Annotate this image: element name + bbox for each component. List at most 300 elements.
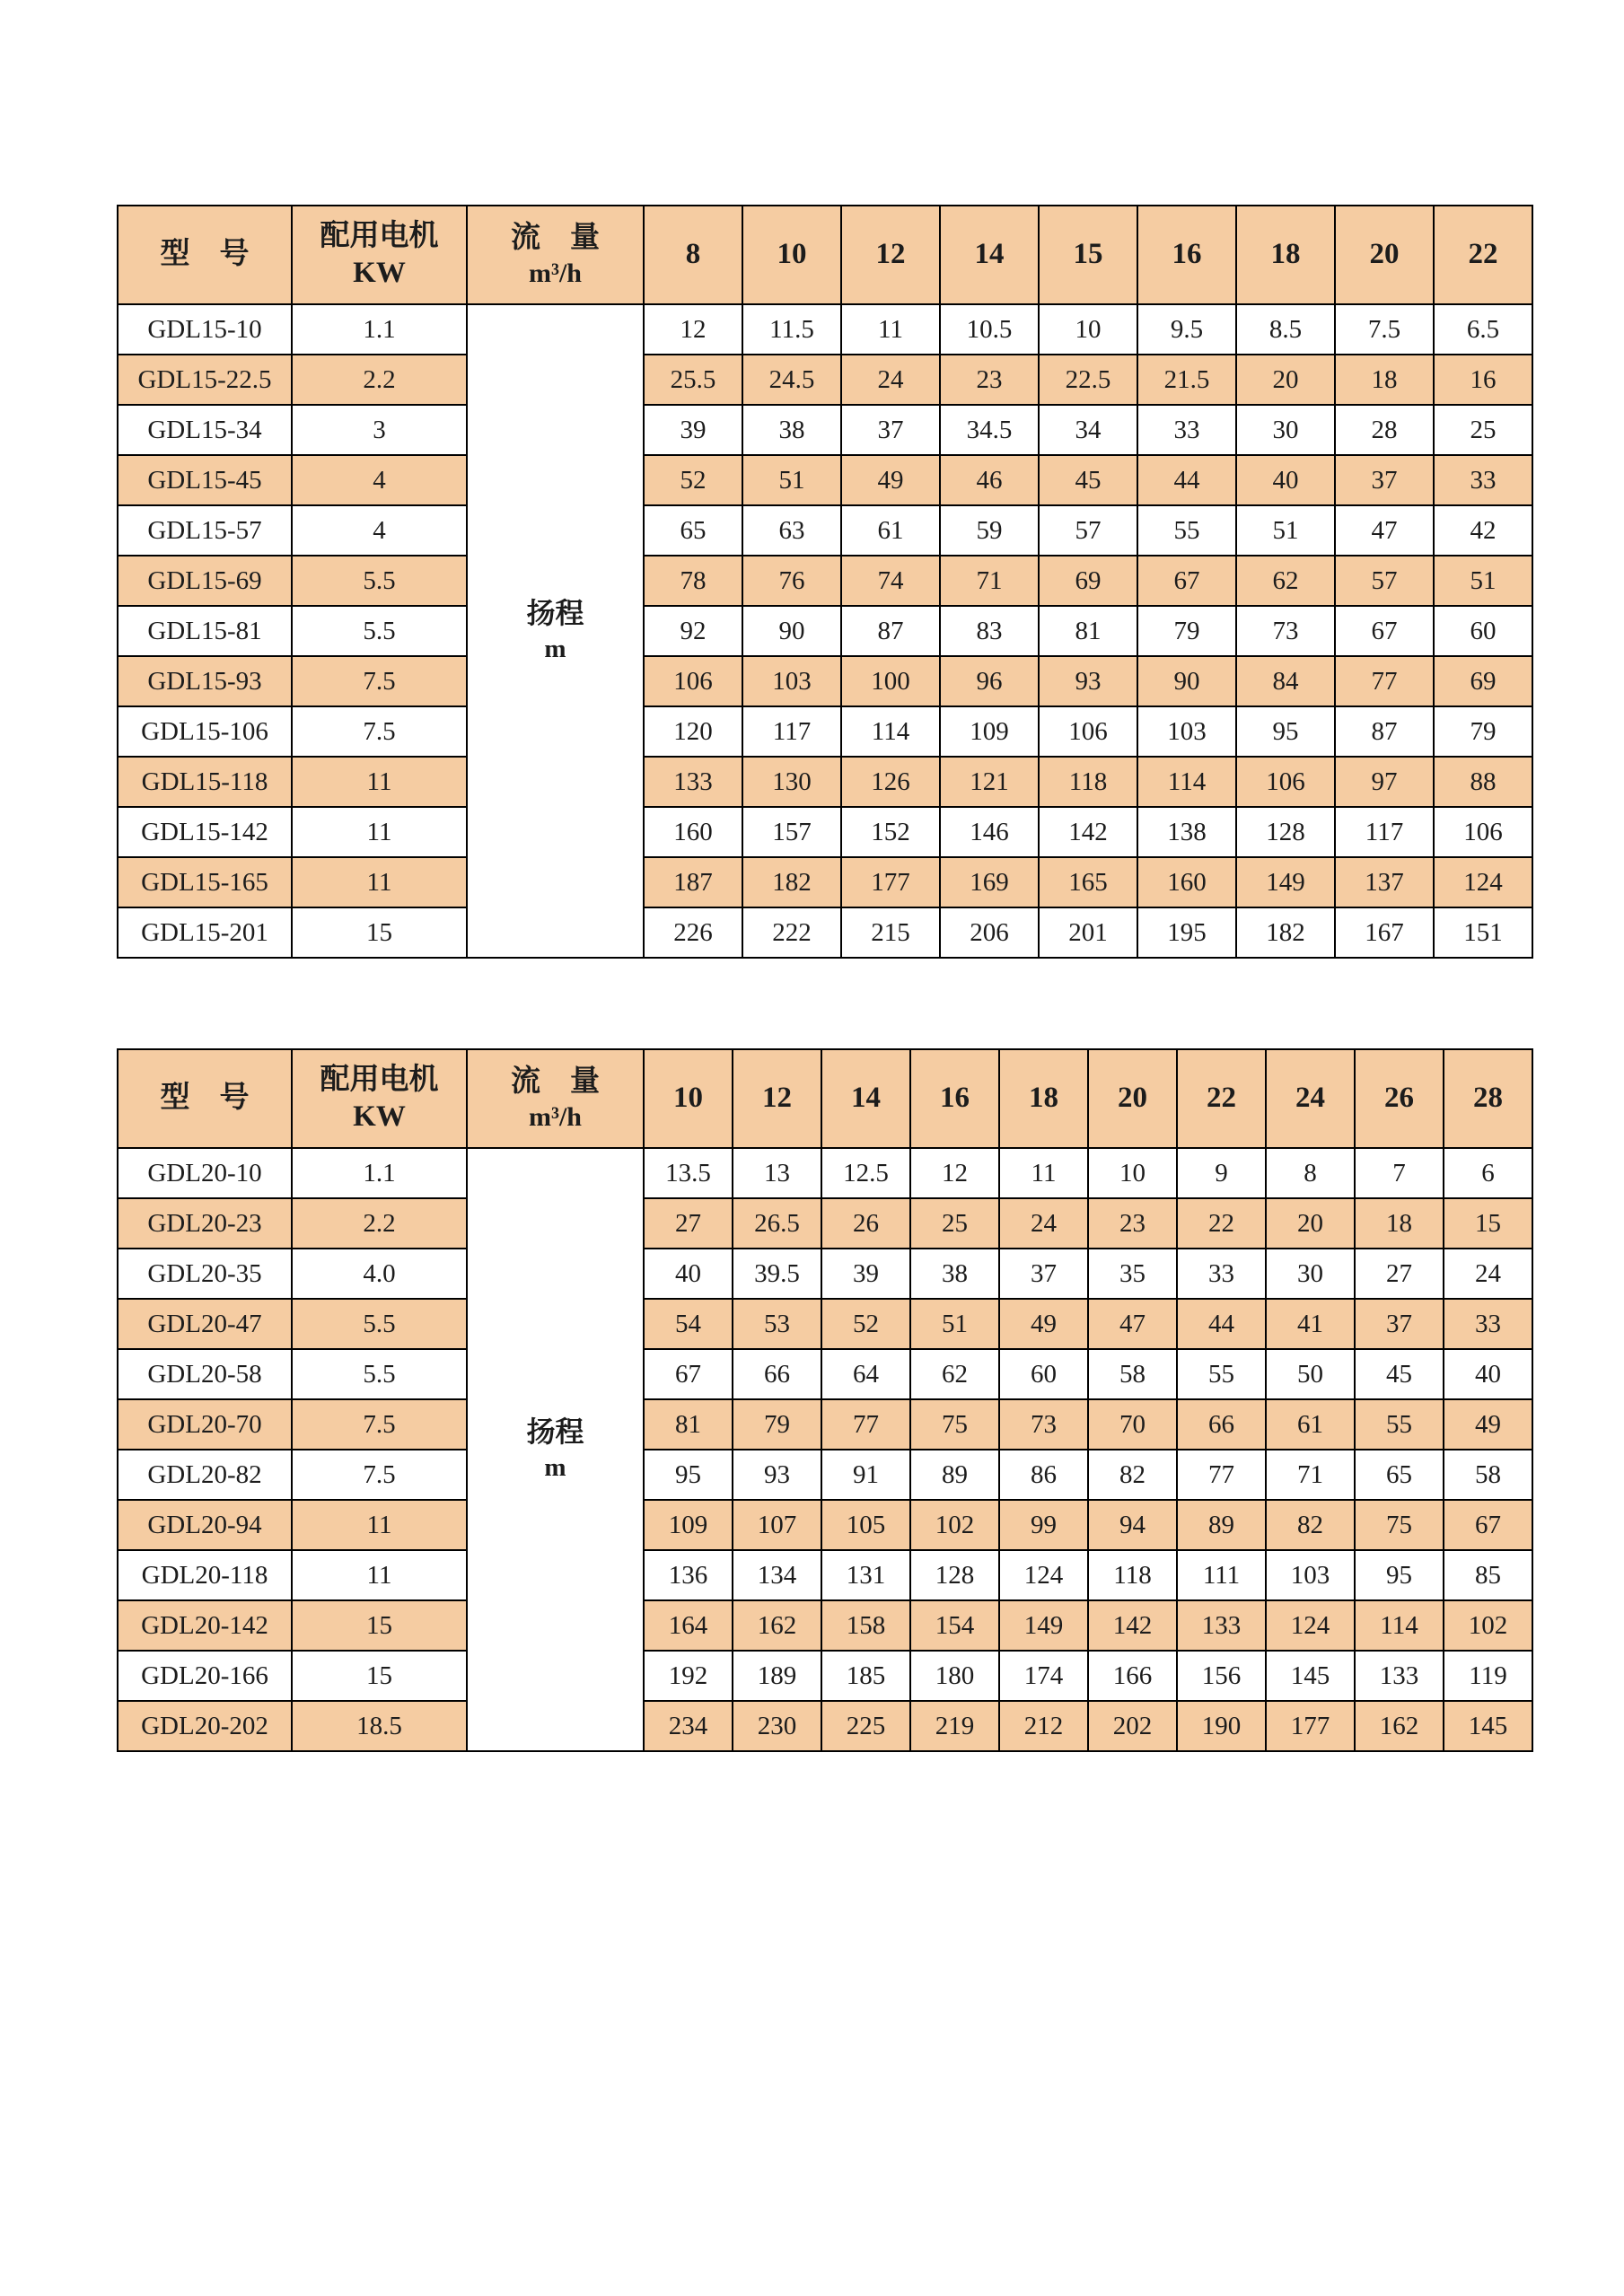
head-value-cell: 100 bbox=[841, 656, 940, 706]
head-value-cell: 60 bbox=[999, 1349, 1088, 1399]
head-value-cell: 225 bbox=[821, 1701, 910, 1751]
head-value-cell: 47 bbox=[1335, 505, 1434, 556]
head-value-cell: 25.5 bbox=[644, 355, 742, 405]
head-value-cell: 106 bbox=[1039, 706, 1137, 757]
head-value-cell: 51 bbox=[1236, 505, 1335, 556]
head-value-cell: 79 bbox=[733, 1399, 821, 1450]
head-value-cell: 107 bbox=[733, 1500, 821, 1550]
head-value-cell: 35 bbox=[1088, 1249, 1177, 1299]
head-unit: m bbox=[544, 634, 566, 663]
head-value-cell: 53 bbox=[733, 1299, 821, 1349]
motor-kw-cell: 7.5 bbox=[292, 1450, 467, 1500]
head-value-cell: 70 bbox=[1088, 1399, 1177, 1450]
flow-header-line1: 流 量 bbox=[511, 1065, 600, 1098]
table-row bbox=[118, 405, 1532, 455]
table-row bbox=[118, 807, 1532, 857]
head-value-cell: 109 bbox=[940, 706, 1039, 757]
head-value-cell: 24.5 bbox=[742, 355, 841, 405]
table-row bbox=[118, 455, 1532, 505]
motor-kw-cell: 7.5 bbox=[292, 706, 467, 757]
head-value-cell: 75 bbox=[1355, 1500, 1444, 1550]
head-value-cell: 20 bbox=[1266, 1198, 1355, 1249]
col-header-flow-value: 22 bbox=[1177, 1049, 1266, 1148]
table-row bbox=[118, 656, 1532, 706]
motor-kw-cell: 7.5 bbox=[292, 656, 467, 706]
head-value-cell: 120 bbox=[644, 706, 742, 757]
head-value-cell: 25 bbox=[1434, 405, 1532, 455]
head-value-cell: 124 bbox=[1434, 857, 1532, 907]
head-value-cell: 11 bbox=[841, 304, 940, 355]
col-header-flow-value: 14 bbox=[940, 206, 1039, 304]
head-value-cell: 61 bbox=[841, 505, 940, 556]
head-value-cell: 42 bbox=[1434, 505, 1532, 556]
table-row bbox=[118, 1148, 1532, 1198]
head-value-cell: 52 bbox=[644, 455, 742, 505]
motor-kw-cell: 5.5 bbox=[292, 606, 467, 656]
head-value-cell: 145 bbox=[1444, 1701, 1532, 1751]
head-value-cell: 41 bbox=[1266, 1299, 1355, 1349]
head-value-cell: 45 bbox=[1355, 1349, 1444, 1399]
head-value-cell: 69 bbox=[1434, 656, 1532, 706]
head-value-cell: 82 bbox=[1088, 1450, 1177, 1500]
motor-kw-cell: 4 bbox=[292, 455, 467, 505]
head-value-cell: 99 bbox=[999, 1500, 1088, 1550]
head-value-cell: 185 bbox=[821, 1651, 910, 1701]
head-value-cell: 97 bbox=[1335, 757, 1434, 807]
head-value-cell: 6.5 bbox=[1434, 304, 1532, 355]
head-value-cell: 201 bbox=[1039, 907, 1137, 958]
head-value-cell: 157 bbox=[742, 807, 841, 857]
col-header-flow-value: 18 bbox=[999, 1049, 1088, 1148]
head-value-cell: 90 bbox=[742, 606, 841, 656]
col-header-flow-value: 12 bbox=[733, 1049, 821, 1148]
head-value-cell: 137 bbox=[1335, 857, 1434, 907]
head-value-cell: 23 bbox=[940, 355, 1039, 405]
head-value-cell: 74 bbox=[841, 556, 940, 606]
head-value-cell: 20 bbox=[1236, 355, 1335, 405]
model-cell: GDL20-118 bbox=[118, 1550, 292, 1600]
head-value-cell: 62 bbox=[910, 1349, 999, 1399]
head-value-cell: 128 bbox=[910, 1550, 999, 1600]
motor-kw-cell: 5.5 bbox=[292, 1299, 467, 1349]
head-value-cell: 23 bbox=[1088, 1198, 1177, 1249]
model-cell: GDL15-34 bbox=[118, 405, 292, 455]
model-cell: GDL20-202 bbox=[118, 1701, 292, 1751]
head-value-cell: 177 bbox=[1266, 1701, 1355, 1751]
head-value-cell: 109 bbox=[644, 1500, 733, 1550]
head-value-cell: 12 bbox=[910, 1148, 999, 1198]
head-value-cell: 39.5 bbox=[733, 1249, 821, 1299]
table-row bbox=[118, 505, 1532, 556]
head-value-cell: 27 bbox=[1355, 1249, 1444, 1299]
motor-kw-cell: 1.1 bbox=[292, 304, 467, 355]
head-value-cell: 67 bbox=[1335, 606, 1434, 656]
head-value-cell: 166 bbox=[1088, 1651, 1177, 1701]
head-value-cell: 52 bbox=[821, 1299, 910, 1349]
head-value-cell: 190 bbox=[1177, 1701, 1266, 1751]
head-value-cell: 44 bbox=[1177, 1299, 1266, 1349]
col-header-flow-value: 20 bbox=[1335, 206, 1434, 304]
head-value-cell: 230 bbox=[733, 1701, 821, 1751]
head-value-cell: 59 bbox=[940, 505, 1039, 556]
head-value-cell: 24 bbox=[841, 355, 940, 405]
motor-kw-cell: 15 bbox=[292, 1600, 467, 1651]
head-value-cell: 34 bbox=[1039, 405, 1137, 455]
head-value-cell: 47 bbox=[1088, 1299, 1177, 1349]
motor-kw-cell: 3 bbox=[292, 405, 467, 455]
head-value-cell: 75 bbox=[910, 1399, 999, 1450]
pump-spec-table-gdl15 bbox=[117, 205, 1533, 959]
pump-spec-table-gdl20 bbox=[117, 1048, 1533, 1752]
head-value-cell: 38 bbox=[742, 405, 841, 455]
head-value-cell: 149 bbox=[999, 1600, 1088, 1651]
col-header-motor bbox=[292, 206, 467, 304]
head-value-cell: 22.5 bbox=[1039, 355, 1137, 405]
head-value-cell: 142 bbox=[1039, 807, 1137, 857]
head-value-cell: 146 bbox=[940, 807, 1039, 857]
head-value-cell: 58 bbox=[1444, 1450, 1532, 1500]
model-cell: GDL15-10 bbox=[118, 304, 292, 355]
motor-kw-cell: 5.5 bbox=[292, 1349, 467, 1399]
head-value-cell: 65 bbox=[1355, 1450, 1444, 1500]
model-cell: GDL15-45 bbox=[118, 455, 292, 505]
model-cell: GDL20-166 bbox=[118, 1651, 292, 1701]
head-merged-cell bbox=[467, 1148, 644, 1751]
col-header-flow-value: 28 bbox=[1444, 1049, 1532, 1148]
head-value-cell: 160 bbox=[644, 807, 742, 857]
head-value-cell: 76 bbox=[742, 556, 841, 606]
head-value-cell: 134 bbox=[733, 1550, 821, 1600]
table-row bbox=[118, 1550, 1532, 1600]
model-cell: GDL15-165 bbox=[118, 857, 292, 907]
model-cell: GDL15-201 bbox=[118, 907, 292, 958]
table-row bbox=[118, 857, 1532, 907]
head-value-cell: 12 bbox=[644, 304, 742, 355]
head-value-cell: 114 bbox=[1355, 1600, 1444, 1651]
head-value-cell: 24 bbox=[1444, 1249, 1532, 1299]
head-value-cell: 142 bbox=[1088, 1600, 1177, 1651]
head-value-cell: 33 bbox=[1434, 455, 1532, 505]
head-value-cell: 30 bbox=[1236, 405, 1335, 455]
head-value-cell: 121 bbox=[940, 757, 1039, 807]
motor-kw-cell: 15 bbox=[292, 1651, 467, 1701]
head-value-cell: 54 bbox=[644, 1299, 733, 1349]
head-value-cell: 11.5 bbox=[742, 304, 841, 355]
head-value-cell: 117 bbox=[1335, 807, 1434, 857]
head-value-cell: 103 bbox=[1137, 706, 1236, 757]
head-value-cell: 167 bbox=[1335, 907, 1434, 958]
head-value-cell: 33 bbox=[1177, 1249, 1266, 1299]
head-value-cell: 57 bbox=[1039, 505, 1137, 556]
col-header-model: 型 号 bbox=[118, 1049, 292, 1148]
table-row bbox=[118, 757, 1532, 807]
head-value-cell: 55 bbox=[1355, 1399, 1444, 1450]
model-cell: GDL15-81 bbox=[118, 606, 292, 656]
head-value-cell: 202 bbox=[1088, 1701, 1177, 1751]
model-cell: GDL15-142 bbox=[118, 807, 292, 857]
head-value-cell: 63 bbox=[742, 505, 841, 556]
model-cell: GDL15-118 bbox=[118, 757, 292, 807]
head-value-cell: 8 bbox=[1266, 1148, 1355, 1198]
motor-kw-cell: 4.0 bbox=[292, 1249, 467, 1299]
col-header-flow-value: 16 bbox=[910, 1049, 999, 1148]
head-value-cell: 160 bbox=[1137, 857, 1236, 907]
model-cell: GDL15-93 bbox=[118, 656, 292, 706]
head-value-cell: 37 bbox=[1355, 1299, 1444, 1349]
motor-kw-cell: 2.2 bbox=[292, 1198, 467, 1249]
head-value-cell: 114 bbox=[841, 706, 940, 757]
head-value-cell: 73 bbox=[1236, 606, 1335, 656]
head-value-cell: 234 bbox=[644, 1701, 733, 1751]
head-value-cell: 51 bbox=[910, 1299, 999, 1349]
model-cell: GDL20-94 bbox=[118, 1500, 292, 1550]
head-value-cell: 182 bbox=[742, 857, 841, 907]
head-value-cell: 95 bbox=[1355, 1550, 1444, 1600]
col-header-flow-value: 26 bbox=[1355, 1049, 1444, 1148]
head-value-cell: 195 bbox=[1137, 907, 1236, 958]
motor-header-line1: 配用电机 bbox=[320, 1063, 439, 1096]
col-header-flow-value: 12 bbox=[841, 206, 940, 304]
head-value-cell: 51 bbox=[742, 455, 841, 505]
head-value-cell: 151 bbox=[1434, 907, 1532, 958]
head-value-cell: 33 bbox=[1444, 1299, 1532, 1349]
head-value-cell: 9 bbox=[1177, 1148, 1266, 1198]
head-value-cell: 55 bbox=[1137, 505, 1236, 556]
head-value-cell: 89 bbox=[1177, 1500, 1266, 1550]
table-body bbox=[118, 1148, 1532, 1751]
motor-kw-cell: 11 bbox=[292, 1500, 467, 1550]
head-value-cell: 106 bbox=[1434, 807, 1532, 857]
head-value-cell: 169 bbox=[940, 857, 1039, 907]
motor-kw-cell: 2.2 bbox=[292, 355, 467, 405]
col-header-flow-value: 22 bbox=[1434, 206, 1532, 304]
table-body bbox=[118, 304, 1532, 958]
model-cell: GDL20-35 bbox=[118, 1249, 292, 1299]
motor-kw-cell: 1.1 bbox=[292, 1148, 467, 1198]
table-row bbox=[118, 1399, 1532, 1450]
head-value-cell: 92 bbox=[644, 606, 742, 656]
head-value-cell: 133 bbox=[1355, 1651, 1444, 1701]
head-value-cell: 37 bbox=[841, 405, 940, 455]
head-value-cell: 91 bbox=[821, 1450, 910, 1500]
table-row bbox=[118, 606, 1532, 656]
flow-header-unit: m³/h bbox=[528, 1101, 582, 1132]
model-cell: GDL15-57 bbox=[118, 505, 292, 556]
model-cell: GDL20-70 bbox=[118, 1399, 292, 1450]
head-value-cell: 158 bbox=[821, 1600, 910, 1651]
head-value-cell: 182 bbox=[1236, 907, 1335, 958]
head-value-cell: 81 bbox=[1039, 606, 1137, 656]
table-row bbox=[118, 1701, 1532, 1751]
head-label: 扬程 bbox=[526, 597, 584, 630]
head-value-cell: 6 bbox=[1444, 1148, 1532, 1198]
head-value-cell: 84 bbox=[1236, 656, 1335, 706]
head-value-cell: 39 bbox=[644, 405, 742, 455]
head-value-cell: 128 bbox=[1236, 807, 1335, 857]
model-cell: GDL20-82 bbox=[118, 1450, 292, 1500]
flow-header-line1: 流 量 bbox=[511, 221, 600, 254]
model-cell: GDL20-10 bbox=[118, 1148, 292, 1198]
head-value-cell: 87 bbox=[841, 606, 940, 656]
head-value-cell: 79 bbox=[1137, 606, 1236, 656]
head-value-cell: 93 bbox=[733, 1450, 821, 1500]
model-cell: GDL15-22.5 bbox=[118, 355, 292, 405]
head-value-cell: 77 bbox=[821, 1399, 910, 1450]
head-value-cell: 40 bbox=[644, 1249, 733, 1299]
head-value-cell: 15 bbox=[1444, 1198, 1532, 1249]
head-value-cell: 86 bbox=[999, 1450, 1088, 1500]
col-header-motor bbox=[292, 1049, 467, 1148]
col-header-flow-value: 18 bbox=[1236, 206, 1335, 304]
head-value-cell: 24 bbox=[999, 1198, 1088, 1249]
head-value-cell: 192 bbox=[644, 1651, 733, 1701]
table-row bbox=[118, 1450, 1532, 1500]
motor-kw-cell: 11 bbox=[292, 807, 467, 857]
head-value-cell: 67 bbox=[1444, 1500, 1532, 1550]
head-value-cell: 26.5 bbox=[733, 1198, 821, 1249]
table-row bbox=[118, 1349, 1532, 1399]
head-value-cell: 138 bbox=[1137, 807, 1236, 857]
col-header-model: 型 号 bbox=[118, 206, 292, 304]
head-value-cell: 133 bbox=[1177, 1600, 1266, 1651]
head-value-cell: 69 bbox=[1039, 556, 1137, 606]
head-value-cell: 133 bbox=[644, 757, 742, 807]
head-label: 扬程 bbox=[526, 1415, 584, 1449]
motor-kw-cell: 18.5 bbox=[292, 1701, 467, 1751]
head-value-cell: 66 bbox=[1177, 1399, 1266, 1450]
head-value-cell: 13 bbox=[733, 1148, 821, 1198]
table-row bbox=[118, 556, 1532, 606]
head-value-cell: 118 bbox=[1088, 1550, 1177, 1600]
flow-header-unit: m³/h bbox=[528, 258, 582, 288]
head-value-cell: 9.5 bbox=[1137, 304, 1236, 355]
head-value-cell: 165 bbox=[1039, 857, 1137, 907]
col-header-flow-value: 24 bbox=[1266, 1049, 1355, 1148]
head-value-cell: 10.5 bbox=[940, 304, 1039, 355]
head-value-cell: 145 bbox=[1266, 1651, 1355, 1701]
head-value-cell: 8.5 bbox=[1236, 304, 1335, 355]
motor-header-line2: KW bbox=[353, 257, 406, 289]
col-header-flow-value: 16 bbox=[1137, 206, 1236, 304]
table-header-row bbox=[118, 206, 1532, 304]
table-header-row bbox=[118, 1049, 1532, 1148]
head-value-cell: 58 bbox=[1088, 1349, 1177, 1399]
head-value-cell: 77 bbox=[1177, 1450, 1266, 1500]
head-value-cell: 136 bbox=[644, 1550, 733, 1600]
head-value-cell: 28 bbox=[1335, 405, 1434, 455]
head-value-cell: 79 bbox=[1434, 706, 1532, 757]
head-value-cell: 94 bbox=[1088, 1500, 1177, 1550]
model-cell: GDL20-47 bbox=[118, 1299, 292, 1349]
motor-header-line1: 配用电机 bbox=[320, 219, 439, 252]
head-value-cell: 71 bbox=[1266, 1450, 1355, 1500]
head-value-cell: 154 bbox=[910, 1600, 999, 1651]
model-cell: GDL15-69 bbox=[118, 556, 292, 606]
head-value-cell: 102 bbox=[1444, 1600, 1532, 1651]
head-value-cell: 174 bbox=[999, 1651, 1088, 1701]
head-value-cell: 130 bbox=[742, 757, 841, 807]
head-value-cell: 162 bbox=[733, 1600, 821, 1651]
head-value-cell: 96 bbox=[940, 656, 1039, 706]
head-value-cell: 12.5 bbox=[821, 1148, 910, 1198]
head-value-cell: 37 bbox=[1335, 455, 1434, 505]
head-value-cell: 102 bbox=[910, 1500, 999, 1550]
head-value-cell: 18 bbox=[1335, 355, 1434, 405]
head-value-cell: 206 bbox=[940, 907, 1039, 958]
head-value-cell: 60 bbox=[1434, 606, 1532, 656]
head-value-cell: 83 bbox=[940, 606, 1039, 656]
head-value-cell: 106 bbox=[644, 656, 742, 706]
head-value-cell: 39 bbox=[821, 1249, 910, 1299]
table-row bbox=[118, 1600, 1532, 1651]
motor-kw-cell: 5.5 bbox=[292, 556, 467, 606]
head-value-cell: 93 bbox=[1039, 656, 1137, 706]
head-value-cell: 164 bbox=[644, 1600, 733, 1651]
head-value-cell: 226 bbox=[644, 907, 742, 958]
head-value-cell: 95 bbox=[644, 1450, 733, 1500]
head-value-cell: 67 bbox=[1137, 556, 1236, 606]
head-value-cell: 219 bbox=[910, 1701, 999, 1751]
head-value-cell: 34.5 bbox=[940, 405, 1039, 455]
head-merged-cell bbox=[467, 304, 644, 958]
col-header-flow bbox=[467, 1049, 644, 1148]
col-header-flow-value: 15 bbox=[1039, 206, 1137, 304]
head-value-cell: 37 bbox=[999, 1249, 1088, 1299]
head-value-cell: 90 bbox=[1137, 656, 1236, 706]
head-value-cell: 49 bbox=[1444, 1399, 1532, 1450]
head-value-cell: 26 bbox=[821, 1198, 910, 1249]
head-value-cell: 71 bbox=[940, 556, 1039, 606]
head-value-cell: 87 bbox=[1335, 706, 1434, 757]
head-value-cell: 50 bbox=[1266, 1349, 1355, 1399]
table-row bbox=[118, 1500, 1532, 1550]
head-value-cell: 187 bbox=[644, 857, 742, 907]
head-value-cell: 89 bbox=[910, 1450, 999, 1500]
head-value-cell: 88 bbox=[1434, 757, 1532, 807]
model-cell: GDL20-23 bbox=[118, 1198, 292, 1249]
head-value-cell: 40 bbox=[1444, 1349, 1532, 1399]
table-row bbox=[118, 706, 1532, 757]
head-value-cell: 62 bbox=[1236, 556, 1335, 606]
head-value-cell: 7.5 bbox=[1335, 304, 1434, 355]
head-value-cell: 105 bbox=[821, 1500, 910, 1550]
col-header-flow-value: 10 bbox=[742, 206, 841, 304]
head-value-cell: 49 bbox=[999, 1299, 1088, 1349]
head-value-cell: 156 bbox=[1177, 1651, 1266, 1701]
head-value-cell: 85 bbox=[1444, 1550, 1532, 1600]
col-header-flow-value: 10 bbox=[644, 1049, 733, 1148]
head-value-cell: 11 bbox=[999, 1148, 1088, 1198]
head-value-cell: 66 bbox=[733, 1349, 821, 1399]
head-value-cell: 119 bbox=[1444, 1651, 1532, 1701]
motor-kw-cell: 11 bbox=[292, 857, 467, 907]
head-value-cell: 215 bbox=[841, 907, 940, 958]
head-value-cell: 25 bbox=[910, 1198, 999, 1249]
head-value-cell: 40 bbox=[1236, 455, 1335, 505]
head-value-cell: 118 bbox=[1039, 757, 1137, 807]
head-value-cell: 189 bbox=[733, 1651, 821, 1701]
col-header-flow-value: 8 bbox=[644, 206, 742, 304]
head-value-cell: 44 bbox=[1137, 455, 1236, 505]
head-value-cell: 117 bbox=[742, 706, 841, 757]
table-row bbox=[118, 1198, 1532, 1249]
head-value-cell: 114 bbox=[1137, 757, 1236, 807]
motor-header-line2: KW bbox=[353, 1100, 406, 1133]
head-value-cell: 57 bbox=[1335, 556, 1434, 606]
motor-kw-cell: 4 bbox=[292, 505, 467, 556]
head-value-cell: 46 bbox=[940, 455, 1039, 505]
head-value-cell: 103 bbox=[1266, 1550, 1355, 1600]
